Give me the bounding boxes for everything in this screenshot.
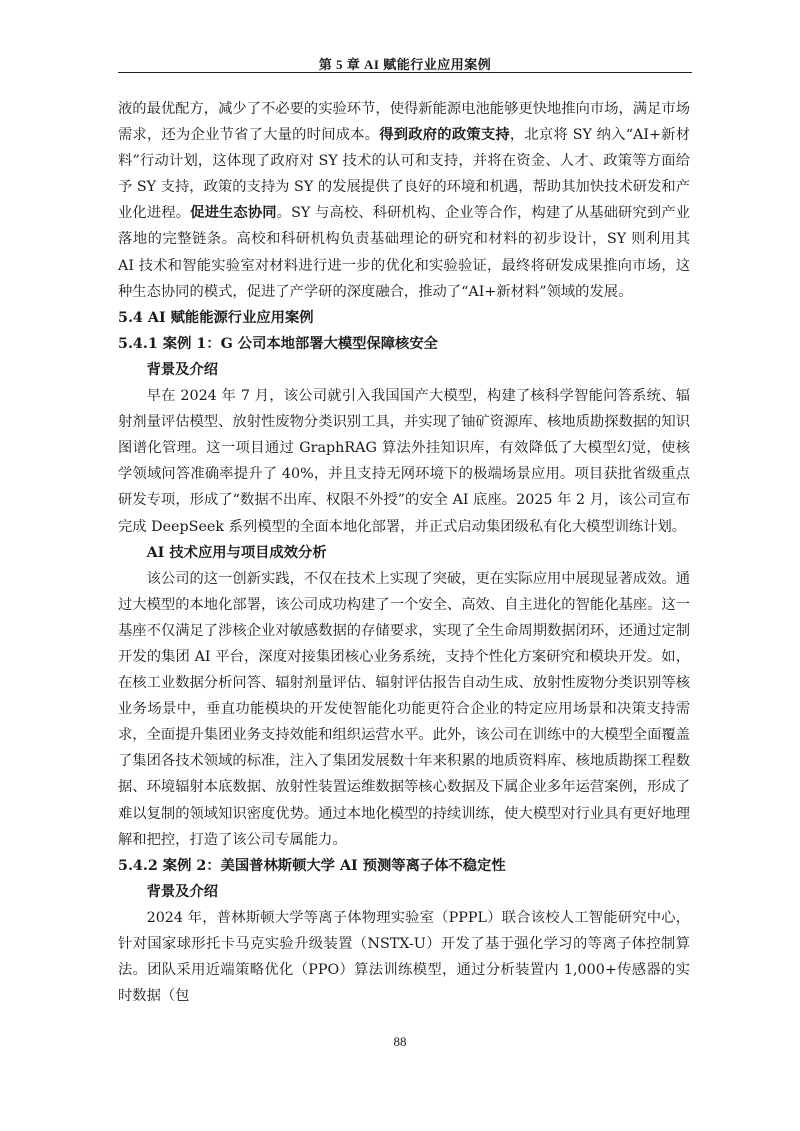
paragraph-text: ，北京将 SY 纳入“AI+新材料”行动计划，这体现了政府对 SY 技术的认可和支持，并将在资金、人才、政策等方面给予 SY 支持，政策的支持为 SY 的发展提供了良好的环境和机遇，帮助其加快技术研发和产业化进程。 [118,127,690,222]
case2-background-heading: 背景及介绍 [146,883,219,900]
bold-phrase-ecosystem: 促进生态协同 [190,205,277,222]
case2-heading: 5.4.2 案例 2：美国普林斯顿大学 AI 预测等离子体不稳定性 [118,857,506,874]
case2-background-paragraph: 2024 年，普林斯顿大学等离子体物理实验室（PPPL）联合该校人工智能研究中心，针对国家球形托卡马克实验升级装置（NSTX-U）开发了基于强化学习的等离子体控制算法。团队采用近端策略优化（PPO）算法训练模型，通过分析装置内 1,000+传感器的实时数据（包 [118,909,690,1005]
case1-analysis-paragraph: 该公司的这一创新实践，不仅在技术上实现了突破，更在实际应用中展现显著成效。通过大模型的本地化部署，该公司成功构建了一个安全、高效、自主进化的智能化基座。这一基座不仅满足了涉核企业对敏感数据的存储要求，实现了全生命周期数据闭环，还通过定制开发的集团 AI 平台，深度对接集团核心业务系统，支持个性化方案研究和模块开发。如，在核工业数据分析问答、辐射剂量评估、辐射评估报告自动生成、放射性废物分类识别等核业务场景中，垂直功能模块的开发使智能化功能更符合企业的特定应用场景和决策支持需求，全面提升集团业务支持效能和组织运营水平。此外，该公司在训练中的大模型全面覆盖了集团各技术领域的标准，注入了集团发展数十年来积累的地质资料库、核地质勘探工程数据、环境辐射本底数据、放射性装置运维数据等核心数据及下属企业多年运营案例，形成了难以复制的领域知识密度优势。通过本地化模型的持续训练，使大模型对行业具有更好地理解和把控，打造了该公司专属能力。 [118,570,690,848]
case1-background-paragraph: 早在 2024 年 7 月，该公司就引入我国国产大模型，构建了核科学智能问答系统、辐射剂量评估模型、放射性废物分类识别工具，并实现了铀矿资源库、核地质勘探数据的知识图谱化管理。这一项目通过 GraphRAG 算法外挂知识库，有效降低了大模型幻觉，使核学领域问答准确率提升了 40%，并且支持无网环境下的极端场景应用。项目获批省级重点研发专项，形成了“数据不出库、权限不外授”的安全 AI 底座。2025 年 2 月，该公司宣布完成 DeepSeek 系列模型的全面本地化部署，并正式启动集团级私有化大模型训练计划。 [118,388,690,535]
section-heading-5-4: 5.4 AI 赋能能源行业应用案例 [118,309,314,326]
paragraph-text: 液的最优配方，减少了不必要的实验环节，使得新能源电池能够更快地推向市场，满足市场需求，还为企业节省了大量的时间成本。 [118,101,690,144]
case1-heading: 5.4.1 案例 1：G 公司本地部署大模型保障核安全 [118,335,438,352]
case1-background-heading: 背景及介绍 [146,361,219,378]
paragraph-text: 。SY 与高校、科研机构、企业等合作，构建了从基础研究到产业落地的完整链条。高校和科研机构负责基础理论的研究和材料的初步设计，SY 则利用其 AI 技术和智能实验室对材料进行进一步的优化和实验验证，最终将研发成果推向市场，这种生态协同的模式，促进了产学研的深度融合，推动了“AI+新材料”领域的发展。 [118,205,691,300]
case1-analysis-heading: AI 技术应用与项目成效分析 [146,544,327,561]
running-header: 第 5 章 AI 赋能行业应用案例 [318,57,492,72]
page-number: 88 [393,1034,407,1049]
header-divider [118,72,692,73]
bold-phrase-policy-support: 得到政府的政策支持 [379,127,510,144]
page-body [118,96,690,1009]
continued-paragraph [118,96,690,305]
